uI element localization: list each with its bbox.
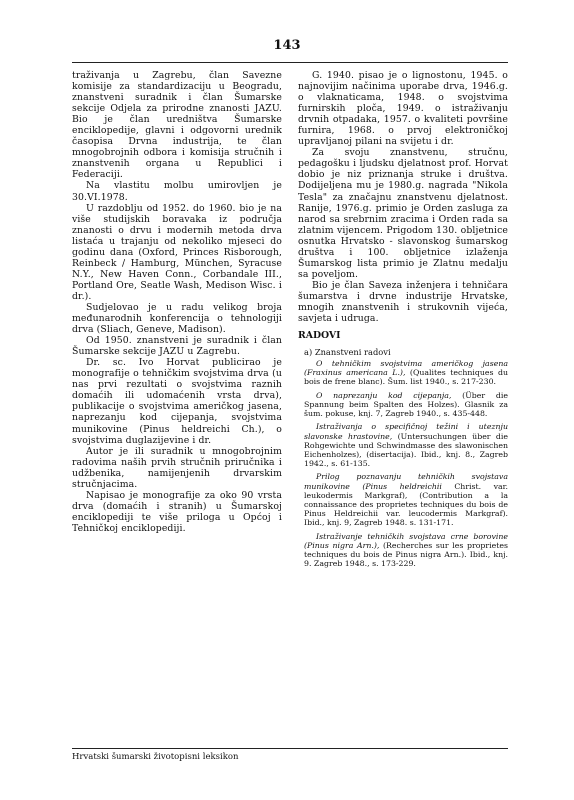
paragraph: traživanja u Zagrebu, član Savezne komisije za standardizaciju u Beogradu, znanstveni suradnik i član Šumarske sekcije Odjela za prirodne znanosti JAZU. Bio je član uredništva Šumarske enciklopedije, glavni i odgovorni urednik časopisa Drvna industrija, te član mnogobrojnih odbora i komisija stručnih i znanstvenih organa u Republici i Federaciji. <box>72 70 282 181</box>
paragraph: Od 1950. znanstveni je suradnik i član Šumarske sekcije JAZU u Zagrebu. <box>72 335 282 358</box>
bibliography-entry <box>298 532 508 569</box>
page-number: 143 <box>273 38 301 53</box>
bibliography-title: Istraživanje tehničkih svojstava crne borovine (Pinus nigra Arn.), <box>304 531 508 550</box>
paragraph: Dr. sc. Ivo Horvat publicirao je monografije o tehničkim svojstvima drva (u nas prvi rezultati o svojstvima raznih domaćih ili udomaćenih vrsta drva), publikacije o svojstvima američkog jasena, naprezanju kod cijepanja, svojstvima munikovine (Pinus heldreichi Ch.), o svojstvima duglazijevine i dr. <box>72 357 282 446</box>
bibliography-details: (Qualites techniques du bois de frene blanc). Šum. list 1940., s. 217-230. <box>304 368 508 387</box>
bibliography-title: O tehničkim svojstvima američkog jasena (Fraxinus americana L.), <box>304 359 508 378</box>
left-column <box>72 70 282 534</box>
bibliography-details: (Recherches sur les proprietes techniques du bois de Pinus nigra Arn.). Ibid., knj. 9. Zagreb 1948., s. 173-229. <box>304 540 508 569</box>
bibliography-entry <box>298 391 508 419</box>
header-rule <box>72 62 508 63</box>
paragraph: Bio je član Saveza inženjera i tehničara šumarstva i drvne industrije Hrvatske, mnogih znanstvenih i strukovnih vijeća, savjeta i udruga. <box>298 279 508 325</box>
bibliography-entry <box>298 422 508 468</box>
right-column <box>298 70 508 572</box>
footer-text: Hrvatski šumarski životopisni leksikon <box>72 752 239 762</box>
paragraph: Na vlastitu molbu umirovljen je 30.VI.1978. <box>72 180 282 203</box>
bibliography-details: (Über die Spannung beim Spalten des Holzes). Glasnik za šum. pokuse, knj. 7, Zagreb 1940., s. 435-448. <box>304 390 508 419</box>
bibliography-title: Prilog poznavanju tehničkih svojstava munikovine (Pinus heldreichii <box>304 472 508 491</box>
paragraph: Autor je ili suradnik u mnogobrojnim radovima naših prvih stručnih priručnika i udžbenika, namijenjenih drvarskim stručnjacima. <box>72 445 282 490</box>
bibliography-details: (Untersuchungen über die Rohgewichte und Schwindmasse des slawonischen Eichenholzes), (disertacija). Ibid., knj. 8., Zagreb 1942., s. 61-135. <box>304 431 509 469</box>
paragraph: U razdoblju od 1952. do 1960. bio je na više studijskih boravaka iz područja znanosti o drvu i modernih metoda drva listaća u trajanju od nekoliko mjeseci do godinu dana (Oxford, Princes Risborough, Reinbeck / Hamburg, München, Syracuse N.Y., New Haven Conn., Corbandale III., Portland Ore, Seatle Wash, Medison Wisc. i dr.). <box>72 202 282 302</box>
section-heading-radovi: RADOVI <box>298 330 341 342</box>
footer-rule <box>72 748 508 749</box>
bibliography-entry <box>298 472 508 527</box>
bibliography-entry <box>298 359 508 387</box>
bibliography-title: Istraživanja o specifičnoj težini i uteznju slavonske hrastovine, <box>304 422 508 441</box>
paragraph: Napisao je monografije za oko 90 vrsta drva (domaćih i stranih) u Šumarskoj enciklopediji te više priloga u Općoj i Tehničkoj enciklopediji. <box>72 489 282 534</box>
paragraph: Za svoju znanstvenu, stručnu, pedagošku i ljudsku djelatnost prof. Horvat dobio je niz priznanja struke i društva. Dodijeljena mu je 1980.g. nagrada "Nikola Tesla" za značajnu znanstvenu djelatnost. Ranije, 1976.g. primio je Orden zasluga za narod sa srebrnim zracima i Orden rada sa zlatnim vijencem. Prigodom 130. obljetnice osnutka Hrvatsko - slavonskog šumarskog društva i 100. obljetnice izlaženja Šumarskog lista primio je Zlatnu medalju sa poveljom. <box>298 147 508 280</box>
paragraph: Sudjelovao je u radu velikog broja međunarodnih konferencija o tehnologiji drva (Sliach, Geneve, Madison). <box>72 301 282 336</box>
sub-heading: a) Znanstveni radovi <box>304 347 391 358</box>
bibliography-title: O naprezanju kod cijepanja, <box>316 390 452 400</box>
paragraph: G. 1940. pisao je o lignostonu, 1945. o najnovijim načinima uporabe drva, 1946.g. o vlaknaticama, 1948. o svojstvima furnirskih ploča, 1949. o istraživanju drvnih otpadaka, 1957. o kvaliteti površine furnira, 1968. o prvoj elektroničkoj upravljanoj pilani na svijetu i dr. <box>298 70 508 148</box>
bibliography-details: Christ. var. leukodermis Markgraf), (Contribution a la connaissance des proprietes techniques du bois de Pinus Heldreichii var. leucodermis Markgraf). Ibid., knj. 9, Zagreb 1948. s. 131-171. <box>304 481 508 528</box>
